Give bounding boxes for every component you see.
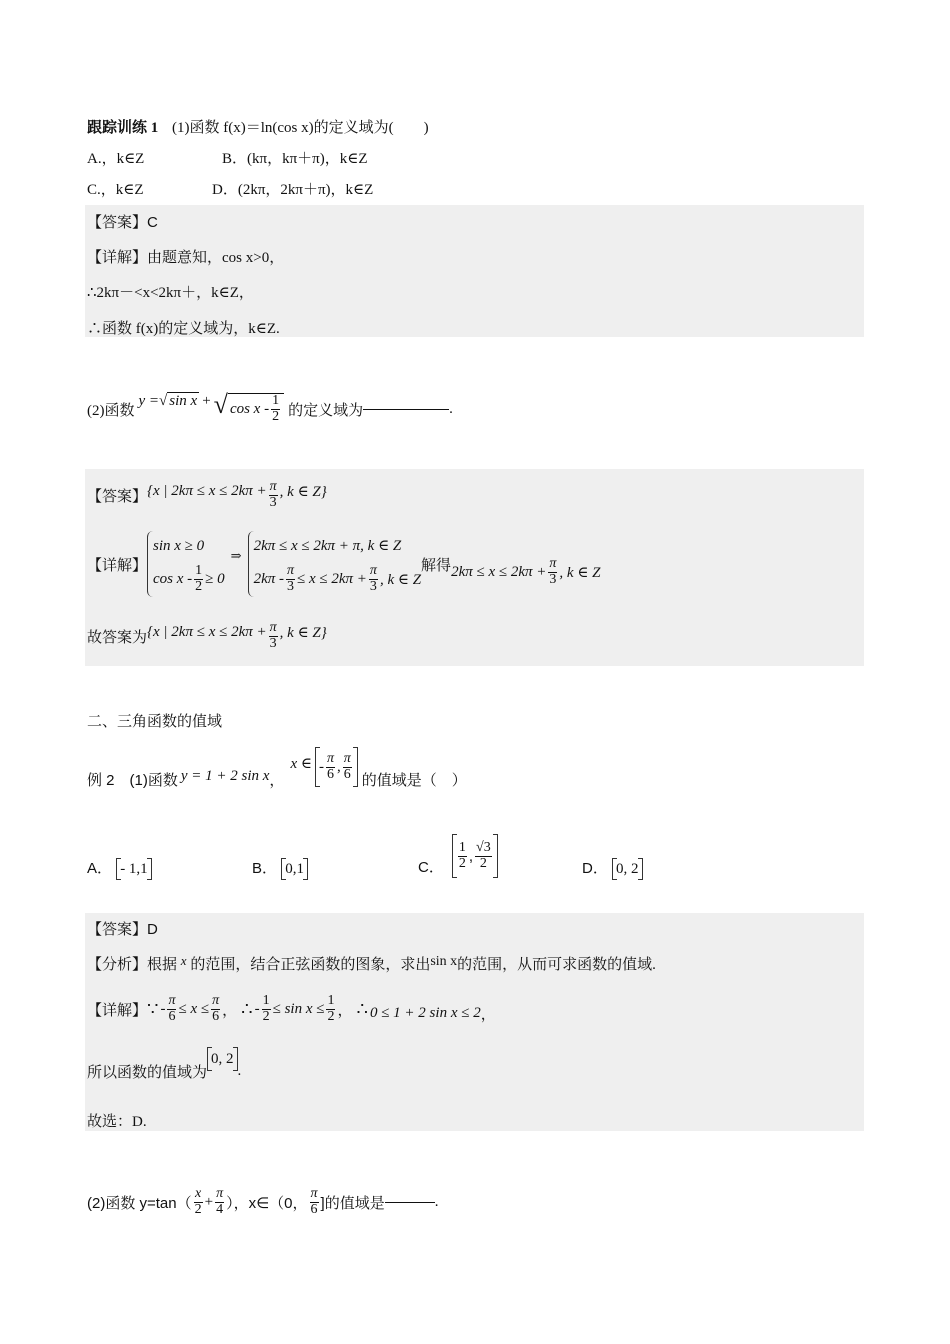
question-2-line: (2)函数 y = √ sin x + √ cos x - $\frac{1}{2}$ 的定义域为 . bbox=[87, 390, 453, 424]
detail-1-text-a: 由题意知，cos x>0， bbox=[147, 250, 285, 266]
detail-1-line-a bbox=[87, 246, 284, 267]
answer-blank-2[interactable] bbox=[385, 1202, 435, 1203]
analysis-line: 【分析】根据 x 的范围，结合正弦函数的图象，求出sin x的范围，从而可求函数的值域. bbox=[87, 953, 656, 973]
detail-1-line-b: ∴2kπ－<x<2kπ＋，k∈Z， bbox=[87, 285, 254, 301]
option-b-2: B． 0,1 bbox=[252, 857, 308, 880]
answer-label: 【答案】 bbox=[87, 487, 148, 505]
option-c: C.，k∈Z bbox=[87, 182, 144, 198]
option-d-2: D． 0, 2 bbox=[582, 857, 643, 880]
detail-3-line: 【详解】 ∵ - $\frac{\pi}{6}$ ≤ x ≤ $\frac{\pi}{6}$ ， ∴ - $\frac{1}{2}$ ≤ sin x ≤ $\frac{1}{2}$ ， ∴ 0 ≤ 1 + 2 sin x ≤ 2 ， bbox=[87, 992, 496, 1024]
answer-blank[interactable] bbox=[363, 409, 449, 410]
answer-box-1 bbox=[85, 205, 864, 337]
question-1-text: (1)函数 f(x)＝ln(cos x)的定义域为( ) bbox=[172, 120, 429, 136]
question-1-line bbox=[87, 116, 429, 137]
option-a: A.，k∈Z bbox=[87, 151, 145, 167]
final-answer-line: 故答案为 {x | 2kπ ≤ x ≤ 2kπ + $\frac{\pi}{3}$ , k ∈ Z} bbox=[87, 619, 327, 651]
q2-cos: cos x - bbox=[229, 401, 270, 417]
detail-1-line-c: ∴函数 f(x)的定义域为，k∈Z. bbox=[87, 321, 280, 337]
question-2-2-line: (2)函数 y=tan（ $\frac{x}{2}$ + $\frac{\pi}{4}$ ），x∈（0， $\frac{\pi}{6}$ ]的值域是 . bbox=[87, 1185, 439, 1217]
option-d: D．(2kπ，2kπ＋π)，k∈Z bbox=[212, 182, 374, 198]
example-2-line: 例 2 (1)函数 y = 1 + 2 sin x ， x ∈ - $\frac{\pi}{6}$ , $\frac{\pi}{6}$ 的值域是（ ） bbox=[87, 742, 467, 792]
q2-prefix: (2)函数 bbox=[87, 402, 135, 419]
section-title: 跟踪训练 1 bbox=[87, 120, 159, 136]
option-a-2: A． - 1,1 bbox=[87, 857, 152, 880]
detail-label: 【详解】 bbox=[87, 556, 148, 574]
q2-suffix: 的定义域为 bbox=[288, 402, 364, 419]
section-2-heading: 二、三角函数的值域 bbox=[87, 713, 223, 730]
q2-y: y = bbox=[138, 392, 160, 409]
answer-box-3 bbox=[85, 913, 864, 1131]
answer-1: 【答案】C bbox=[87, 214, 158, 231]
answer-2-line: 【答案】 {x | 2kπ ≤ x ≤ 2kπ + $\frac{\pi}{3}$ , k ∈ Z} bbox=[87, 478, 327, 510]
answer-3: 【答案】D bbox=[87, 921, 158, 938]
q2-sin: sin x bbox=[169, 393, 198, 409]
answer-box-2 bbox=[85, 469, 864, 666]
option-c-2: C． $\frac{1}{2}$ , $\frac{√3}{2}$ bbox=[418, 832, 498, 880]
choose-line: 故选：D. bbox=[87, 1114, 147, 1130]
detail-2-line: 【详解】 sin x ≥ 0 cos x - $\frac{1}{2}$ ≥ 0 ⇒ 2kπ ≤ x ≤ 2kπ + π, k ∈ Z 2kπ - $\frac{\pi}{3}$ ≤ x ≤ 2kπ + $\frac{\pi}{3}$ , k ∈ Z 解得 2kπ ≤ x ≤ 2kπ + $\frac{\pi}{3}$ , k ∈ Z bbox=[87, 529, 601, 599]
option-b: B．(kπ，kπ＋π)，k∈Z bbox=[222, 151, 368, 167]
range-line: 所以函数的值域为 0, 2 . bbox=[87, 1043, 241, 1083]
detail-label: 【详解】 bbox=[87, 250, 148, 266]
